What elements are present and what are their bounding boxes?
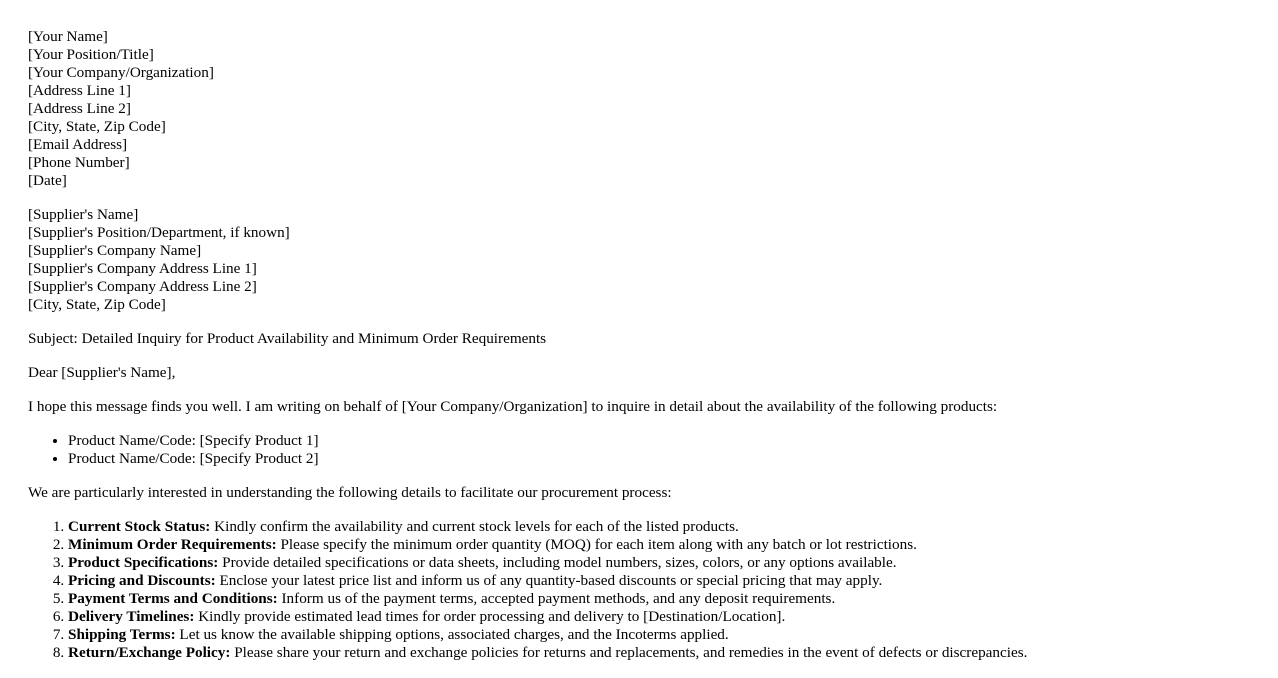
list-item [68,608,1278,626]
greeting: Dear [Supplier's Name], [28,364,176,381]
list-item [68,536,1278,554]
detail-term: Product Specifications: [68,554,219,571]
recipient-city-state-zip: [City, State, Zip Code] [28,296,166,313]
sender-address-line-2: [Address Line 2] [28,100,131,117]
list-item [68,554,1278,572]
sender-name: [Your Name] [28,28,108,45]
details-list [28,518,1278,662]
detail-term: Minimum Order Requirements: [68,536,277,553]
recipient-name: [Supplier's Name] [28,206,139,223]
sender-email: [Email Address] [28,136,128,153]
sender-block [28,28,1278,190]
sender-city-state-zip: [City, State, Zip Code] [28,118,166,135]
detail-term: Pricing and Discounts: [68,572,216,589]
product-list [28,432,1278,468]
intro-paragraph: I hope this message finds you well. I am writing on behalf of [Your Company/Organization] to inquire in detail about the availability of the following products: [28,398,998,415]
recipient-address-line-1: [Supplier's Company Address Line 1] [28,260,257,277]
letter-date: [Date] [28,172,67,189]
detail-text: Kindly confirm the availability and current stock levels for each of the listed products. [210,518,739,535]
list-item [68,644,1278,662]
detail-term: Shipping Terms: [68,626,176,643]
product-item-text: Product Name/Code: [Specify Product 2] [68,450,319,467]
details-intro-paragraph: We are particularly interested in understanding the following details to facilitate our procurement process: [28,484,672,501]
subject-line: Subject: Detailed Inquiry for Product Availability and Minimum Order Requirements [28,330,547,347]
list-item [68,572,1278,590]
sender-address-line-1: [Address Line 1] [28,82,131,99]
recipient-position: [Supplier's Position/Department, if known] [28,224,290,241]
detail-text: Please specify the minimum order quantity (MOQ) for each item along with any batch or lot restrictions. [276,536,917,553]
detail-term: Return/Exchange Policy: [68,644,231,661]
detail-term: Current Stock Status: [68,518,211,535]
detail-text: Inform us of the payment terms, accepted payment methods, and any deposit requirements. [277,590,836,607]
detail-text: Let us know the available shipping options, associated charges, and the Incoterms applied. [175,626,729,643]
detail-text: Enclose your latest price list and inform us of any quantity-based discounts or special pricing that may apply. [215,572,883,589]
list-item [68,432,1278,450]
sender-company: [Your Company/Organization] [28,64,214,81]
detail-term: Payment Terms and Conditions: [68,590,278,607]
list-item [68,590,1278,608]
list-item [68,518,1278,536]
recipient-address-line-2: [Supplier's Company Address Line 2] [28,278,257,295]
detail-text: Provide detailed specifications or data sheets, including model numbers, sizes, colors, or any options available. [218,554,897,571]
detail-text: Please share your return and exchange policies for returns and replacements, and remedies in the event of defects or discrepancies. [230,644,1028,661]
letter-document [28,28,1278,678]
product-item-text: Product Name/Code: [Specify Product 1] [68,432,319,449]
recipient-company: [Supplier's Company Name] [28,242,202,259]
detail-text: Kindly provide estimated lead times for order processing and delivery to [Destination/Location]. [194,608,786,625]
sender-position: [Your Position/Title] [28,46,154,63]
list-item [68,626,1278,644]
recipient-block [28,206,1278,314]
list-item [68,450,1278,468]
detail-term: Delivery Timelines: [68,608,195,625]
sender-phone: [Phone Number] [28,154,130,171]
